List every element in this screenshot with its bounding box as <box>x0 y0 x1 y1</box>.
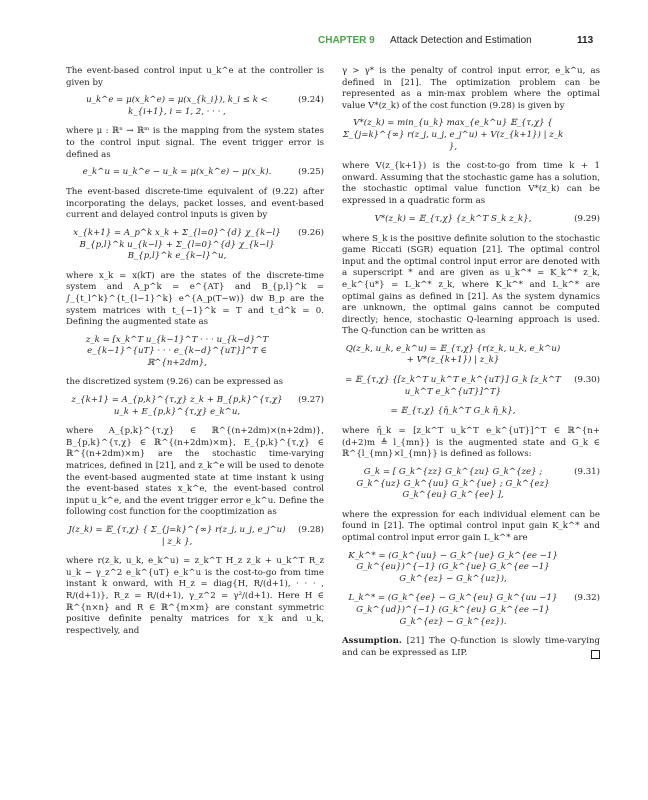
paragraph: where η̄_k = [z_k^T u_k^T e_k^{uT}]^T ∈ ℝ^{n+(d+2)m ≜ l_{mn}} is the augmented state and G_k ∈ ℝ^{l_{mn}×l_{mn}} is defined as follows: <box>342 426 600 460</box>
equation-body: z_{k+1} = A_{p,k}^{τ,χ} z_k + B_{p,k}^{τ,χ} u_k + E_{p,k}^{τ,χ} e_k^u, <box>71 395 283 417</box>
equation-number: (9.24) <box>298 95 324 106</box>
equation <box>342 375 600 398</box>
assumption <box>342 636 600 659</box>
chapter-label: CHAPTER 9 <box>318 35 375 46</box>
assumption-label: Assumption. <box>342 636 402 647</box>
assumption-text: [21] The Q-function is slowly time-varying and can be expressed as LIP. <box>342 636 600 658</box>
equation-body: Q(z_k, u_k, e_k^u) = 𝔼_{τ,χ} {r(z_k, u_k, e_k^u) + V*(z_{k+1}) | z_k} <box>345 343 561 366</box>
equation <box>66 167 324 179</box>
equation <box>342 118 600 153</box>
equation <box>342 467 600 502</box>
paragraph: γ > γ* is the penalty of control input error, e_k^u, as defined in [21]. The optimization problem can be represented as a min-max problem where the optimal value V*(z_k) of the cost function (9.28) is given by <box>342 66 600 111</box>
equation <box>66 525 324 548</box>
equation-body: L_k^* = (G_k^{ee} − G_k^{eu} G_k^{uu −1} G_k^{ud})^{−1} (G_k^{eu} G_k^{ee −1} G_k^{ez} − G_k^{ez}). <box>348 593 558 627</box>
paragraph: the discretized system (9.26) can be expressed as <box>66 377 284 388</box>
paragraph: where S_k is the positive definite solution to the stochastic game Riccati (SGR) equation [21]. The optimal control input and the optimal control input error are denoted with a superscript * and are given as u_k^* = K_k^* z_k, e_k^{u*} = L_k^* z_k, where K_k^* and L_k^* are optimal gains as defined in [21]. As the system dynamics are unknown, the optimal gains cannot be computed directly; hence, stochastic Q-learning approach is used. The Q-function can be written as <box>342 233 600 337</box>
equation-body: J(z_k) = 𝔼_{τ,χ} { Σ_{j=k}^{∞} r(z_j, u_j, e_j^u) | z_k }, <box>68 525 286 547</box>
equation-number: (9.25) <box>298 167 324 178</box>
left-column <box>66 66 324 643</box>
equation-body: V*(z_k) = min_{u_k} max_{e_k^u} 𝔼_{τ,χ} { Σ_{j=k}^{∞} r(z_j, u_j, e_j^u) + V(z_{k+1}) | z_k }, <box>342 118 564 152</box>
chapter-title: Attack Detection and Estimation <box>390 35 532 46</box>
equation <box>342 344 600 367</box>
paragraph: where A_{p,k}^{τ,χ} ∈ ℝ^{(n+2dm)×(n+2dm)}, B_{p,k}^{τ,χ} ∈ ℝ^{(n+2dm)×m}, E_{p,k}^{τ,χ} ∈ ℝ^{(n+2dm)×m} are the stochastic time-varying matrices, defined in [21], and z_k^e will be used to denote the event-based augmented state at time instant k using the event-based states x_k^e, the event-based control input u_k^e, and the event trigger error e_k^u. Define the following cost function for the cooptimization as <box>66 426 324 518</box>
equation-number: (9.28) <box>298 525 324 535</box>
equation-number: (9.27) <box>298 395 324 406</box>
equation <box>66 95 324 118</box>
paragraph: The event-based control input u_k^e at the controller is given by <box>66 66 324 88</box>
equation <box>342 214 600 226</box>
page-number: 113 <box>577 35 594 46</box>
paragraph: where V(z_{k+1}) is the cost-to-go from time k + 1 onward. Assuming that the stochastic game has a solution, the stochastic optimal value function V*(z_k) can be expressed in a quadratic form as <box>342 161 600 206</box>
equation <box>342 551 600 586</box>
equation <box>342 593 600 628</box>
end-of-proof-icon <box>591 650 600 659</box>
equation-body: = 𝔼_{τ,χ} {η̄_k^T G_k η̄_k}, <box>390 406 516 417</box>
paragraph: where the expression for each individual element can be found in [21]. The optimal control input gain K_k^* and optimal control input error gain L_k^* are <box>342 509 600 543</box>
paragraph: where r(z_k, u_k, e_k^u) = z_k^T H_z z_k + u_k^T R_z u_k − γ_z^2 e_k^{uT} e_k^u is the cost-to-go from time instant k onward, with H_z = diag{H, R/(d+1), · · · , R/(d+1)}, R_z = R/(d+1), γ_z^2 = γ²/(d+1). Here H ∈ ℝ^{n×n} and R ∈ ℝ^{m×m} are constant symmetric positive definite penalty matrices for x_k and u_k, respectively, and <box>66 556 324 636</box>
equation-body: G_k = [ G_k^{zz} G_k^{zu} G_k^{ze} ; G_k^{uz} G_k^{uu} G_k^{ue} ; G_k^{ez} G_k^{eu} G_k^{ee} ], <box>356 467 550 501</box>
paragraph: The event-based discrete-time equivalent of (9.22) after incorporating the delays, packet losses, and event-based current and delayed control inputs is given by <box>66 187 324 221</box>
paragraph: where x_k = x(kT) are the states of the discrete-time system and A_p^k = e^{AT} and B_{p,l}^k = ∫_{t_l^k}^{t_{l−1}^k} e^{A_p(T−w)} dw B_p are the system matrices with t_{−1}^k = T and t_d^k = 0. Defining the augmented state as <box>66 270 324 328</box>
equation-body: z_k = [x_k^T u_{k−1}^T · · · u_{k−d}^T e_{k−1}^{uT} · · · e_{k−d}^{uT}]^T ∈ ℝ^{n+2dm}, <box>85 334 269 368</box>
equation-number: (9.31) <box>574 467 600 478</box>
equation-body: e_k^u = u_k^e − u_k = μ(x_k^e) − μ(x_k). <box>82 167 272 178</box>
equation-body: V*(z_k) = 𝔼_{τ,χ} {z_k^T S_k z_k}, <box>374 213 532 224</box>
equation <box>66 395 324 418</box>
equation-number: (9.32) <box>574 593 600 604</box>
paragraph: where μ : ℝⁿ → ℝᵐ is the mapping from the system states to the control input signal. The event trigger error is defined as <box>66 126 324 160</box>
equation <box>342 406 600 418</box>
equation-number: (9.30) <box>574 375 600 386</box>
equation-body: x_{k+1} = A_p^k x_k + Σ_{l=0}^{d} χ_{k−l} B_{p,l}^k u_{k−l} + Σ_{l=0}^{d} χ_{k−l} B_{p,l}^k e_{k−l}^u, <box>73 227 281 262</box>
right-column <box>342 66 600 665</box>
equation-body: = 𝔼_{τ,χ} {[z_k^T u_k^T e_k^{uT}] G_k [z_k^T u_k^T e_k^{uT}]^T} <box>345 375 561 397</box>
running-header <box>0 35 648 51</box>
equation-body: K_k^* = (G_k^{uu} − G_k^{ue} G_k^{ee −1} G_k^{eu})^{−1} (G_k^{ue} G_k^{ee −1} G_k^{ez} − G_k^{uz}), <box>348 550 558 584</box>
equation-number: (9.29) <box>574 213 600 224</box>
equation-number: (9.26) <box>298 227 324 238</box>
equation <box>66 228 324 263</box>
equation <box>66 335 324 370</box>
equation-body: u_k^e = μ(x_k^e) = μ(x_{k_i}), k_i ≤ k < k_{i+1}, i = 1, 2, · · · , <box>86 95 268 117</box>
